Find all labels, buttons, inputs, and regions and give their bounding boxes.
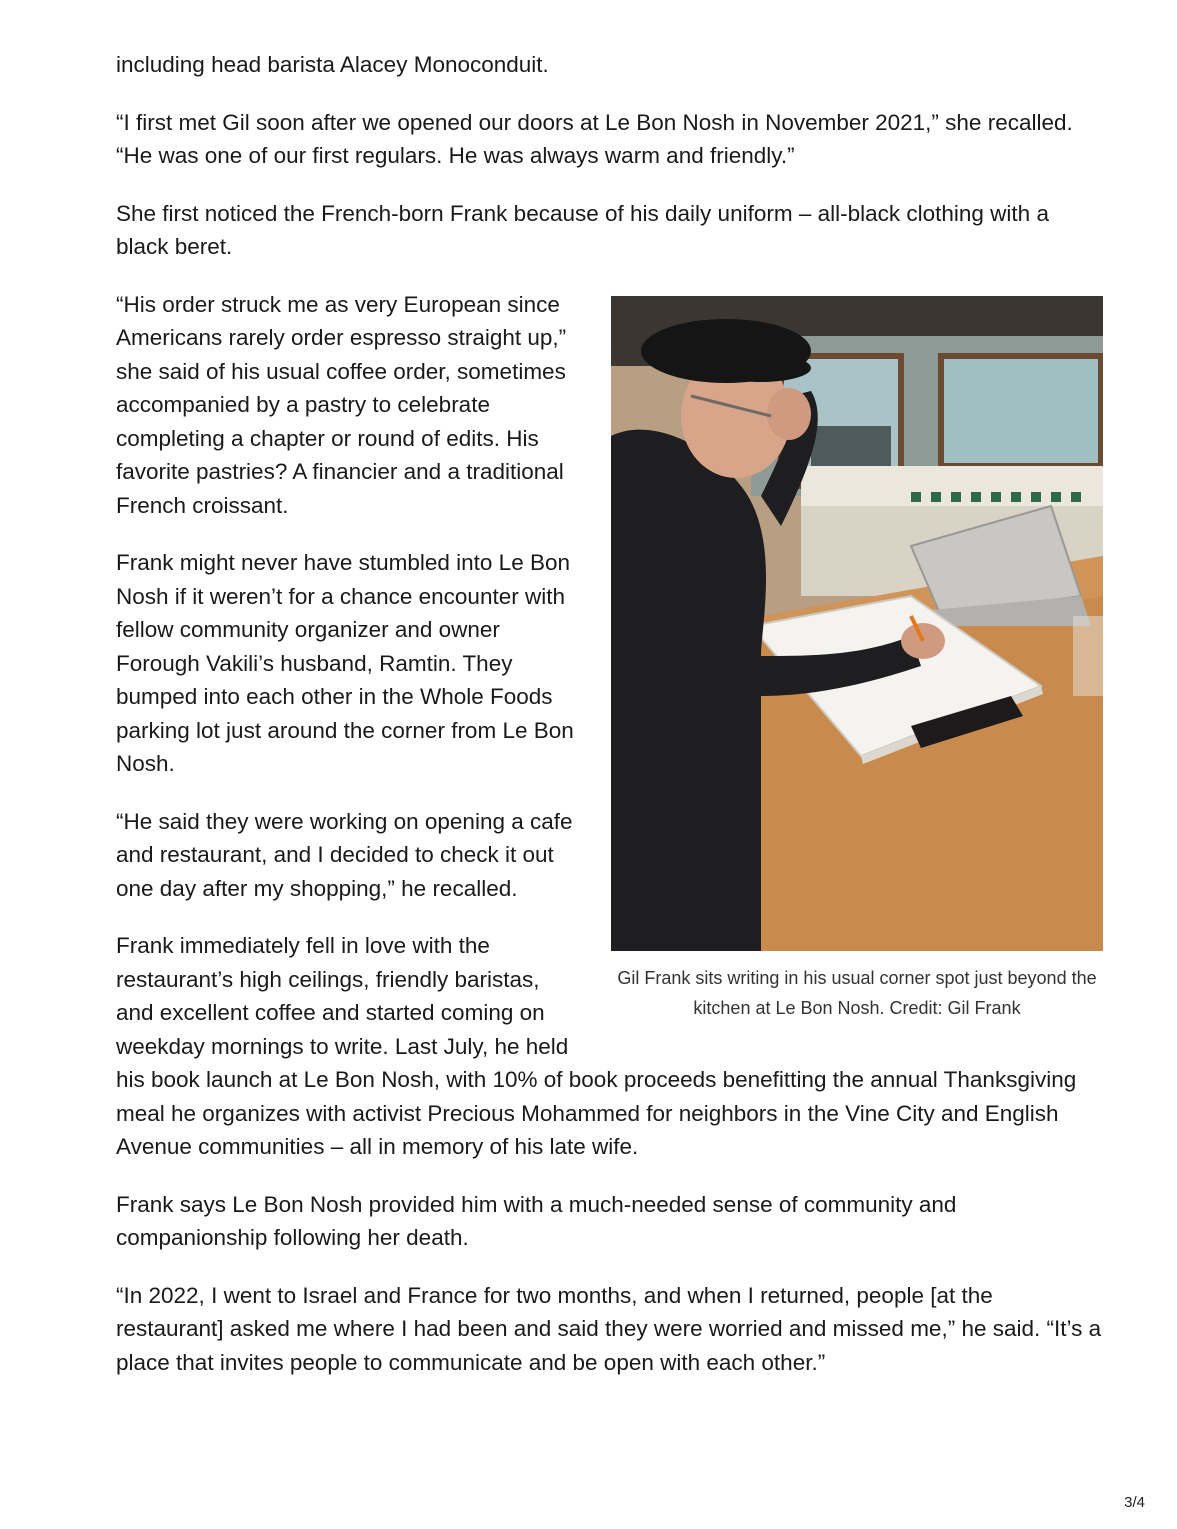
paragraph: She first noticed the French-born Frank because of his daily uniform – all-black clothing with a black beret. [116, 200, 1049, 259]
paragraph: “His order struck me as very European since Americans rarely order espresso straight up,” she said of his usual coffee order, sometimes accompanied by a pastry to celebrate completing a chapter or round of edits. His favorite pastries? A financier and a traditional French croissant. [116, 291, 567, 518]
paragraph: including head barista Alacey Monoconduit. [116, 52, 549, 77]
paragraph: “In 2022, I went to Israel and France for two months, and when I returned, people [at the restaurant] asked me where I had been and said they were worried and missed me,” he said. “It’s a place that invites people to communicate and be open with each other.” [116, 1282, 1102, 1375]
article-figure [611, 296, 1103, 1023]
paragraph: Frank immediately fell in love with the restaurant’s high ceilings, friendly baristas, and excellent coffee and started coming on weekday mornings to write. Last July, he held his book launch at Le Bon Nosh, with 10% of book proceeds benefitting the annual Thanksgiving meal he organizes with activist Precious Mohammed for neighbors in the Vine City and English Avenue communities – all in memory of his late wife. [116, 933, 1077, 1159]
paragraph: Frank might never have stumbled into Le Bon Nosh if it weren’t for a chance encounter with fellow community organizer and owner Forough Vakili’s husband, Ramtin. They bumped into each other in the Whole Foods parking lot just around the corner from Le Bon Nosh. [116, 550, 574, 776]
article-body [116, 48, 1106, 1403]
page-number: 3/4 [1124, 1494, 1145, 1511]
paragraph: “I first met Gil soon after we opened our doors at Le Bon Nosh in November 2021,” she recalled. “He was one of our first regulars. He was always warm and friendly.” [116, 109, 1073, 168]
photo-caption: Gil Frank sits writing in his usual corner spot just beyond the kitchen at Le Bon Nosh. Credit: Gil Frank [617, 967, 1097, 1018]
paragraph: Frank says Le Bon Nosh provided him with a much-needed sense of community and companionship following her death. [116, 1191, 957, 1250]
article-photo [611, 296, 1103, 951]
paragraph: “He said they were working on opening a cafe and restaurant, and I decided to check it out one day after my shopping,” he recalled. [116, 808, 573, 901]
